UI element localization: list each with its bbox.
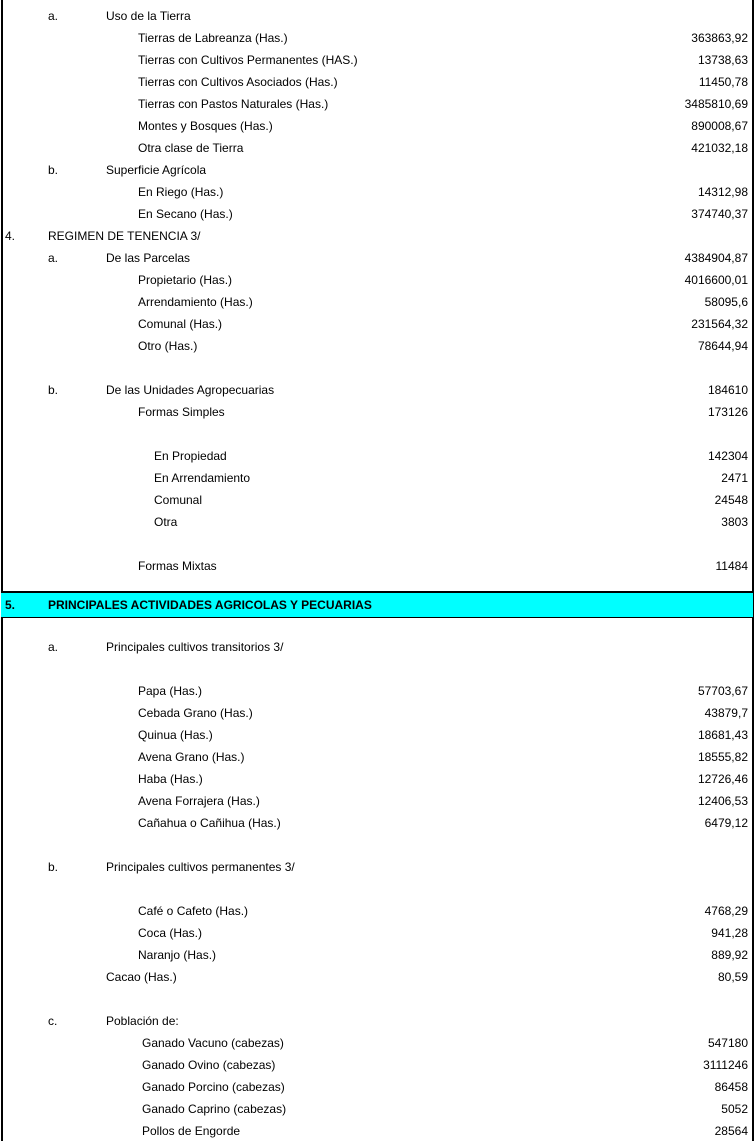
table-row — [0, 467, 756, 489]
item-letter: c. — [48, 1014, 58, 1028]
table-row — [0, 1098, 756, 1120]
table-row — [0, 702, 756, 724]
row-value: 18681,43 — [697, 728, 748, 742]
item-letter: b. — [48, 163, 59, 177]
row-value: 24548 — [714, 493, 748, 507]
row-label: Pollos de Engorde — [142, 1124, 241, 1138]
table-row — [0, 746, 756, 768]
table-row — [0, 1076, 756, 1098]
table-row — [0, 1120, 756, 1142]
table-row — [0, 93, 756, 115]
table-row — [0, 335, 756, 357]
table-row — [0, 966, 756, 988]
row-value: 18555,82 — [697, 750, 748, 764]
table-row — [0, 555, 756, 577]
section-number: 4. — [5, 229, 16, 243]
row-value: 57703,67 — [697, 684, 748, 698]
row-label: Arrendamiento (Has.) — [138, 295, 253, 309]
row-value: 58095,6 — [704, 295, 748, 309]
subsection-heading-parcelas — [0, 247, 756, 269]
row-value: 78644,94 — [697, 339, 748, 353]
row-label: En Riego (Has.) — [138, 185, 224, 199]
section-title: Uso de la Tierra — [106, 9, 191, 23]
subsection-heading-unidades — [0, 379, 756, 401]
row-value: 889,92 — [711, 948, 748, 962]
row-value: 86458 — [714, 1080, 748, 1094]
section-heading-superficie — [0, 159, 756, 181]
row-value: 4768,29 — [704, 904, 748, 918]
row-label: Otra clase de Tierra — [138, 141, 244, 155]
row-value: 12406,53 — [697, 794, 748, 808]
row-value: 11484 — [715, 559, 748, 573]
row-value: 890008,67 — [691, 119, 748, 133]
row-label: Avena Grano (Has.) — [138, 750, 245, 764]
row-value: 12726,46 — [697, 772, 748, 786]
section-heading-uso-tierra — [0, 5, 756, 27]
row-label: En Arrendamiento — [154, 471, 251, 485]
row-value: 5052 — [721, 1102, 748, 1116]
row-label: En Secano (Has.) — [138, 207, 233, 221]
row-label: Café o Cafeto (Has.) — [138, 904, 249, 918]
table-row — [0, 203, 756, 225]
row-value: 173126 — [707, 405, 748, 419]
row-value: 43879,7 — [704, 706, 748, 720]
item-letter: a. — [48, 9, 59, 23]
row-label: Comunal (Has.) — [138, 317, 223, 331]
table-row — [0, 922, 756, 944]
row-value: 421032,18 — [691, 141, 748, 155]
row-value: 4016600,01 — [684, 273, 748, 287]
row-value: 142304 — [707, 449, 748, 463]
row-value: 80,59 — [717, 970, 748, 984]
row-value: 11450,78 — [698, 75, 748, 89]
row-label: Cacao (Has.) — [106, 970, 177, 984]
row-value: 363863,92 — [691, 31, 748, 45]
row-value: 3485810,69 — [684, 97, 748, 111]
row-label: Formas Mixtas — [138, 559, 217, 573]
item-letter: a. — [48, 640, 59, 654]
row-value: 941,28 — [711, 926, 748, 940]
section-title: PRINCIPALES ACTIVIDADES AGRICOLAS Y PECUARIAS — [48, 598, 372, 612]
section-number: 5. — [5, 598, 16, 612]
row-label: Montes y Bosques (Has.) — [138, 119, 273, 133]
subsection-heading-transitorios — [0, 636, 756, 658]
table-row — [0, 768, 756, 790]
row-label: Avena Forrajera (Has.) — [138, 794, 260, 808]
table-row — [0, 511, 756, 533]
section-title: Superficie Agrícola — [106, 163, 207, 177]
table-row — [0, 401, 756, 423]
row-label: Tierras con Pastos Naturales (Has.) — [138, 97, 329, 111]
subsection-total: 184610 — [707, 383, 748, 397]
subsection-title: Principales cultivos permanentes 3/ — [106, 860, 295, 874]
row-label: Ganado Vacuno (cabezas) — [142, 1036, 284, 1050]
row-value: 28564 — [714, 1124, 748, 1138]
row-label: Coca (Has.) — [138, 926, 203, 940]
row-label: Papa (Has.) — [138, 684, 203, 698]
table-row — [0, 1032, 756, 1054]
table-row — [0, 115, 756, 137]
subsection-title: Principales cultivos transitorios 3/ — [106, 640, 284, 654]
table-row — [0, 680, 756, 702]
row-label: Formas Simples — [138, 405, 225, 419]
table-row — [0, 900, 756, 922]
row-label: Ganado Caprino (cabezas) — [142, 1102, 287, 1116]
table-row — [0, 181, 756, 203]
table-row — [0, 944, 756, 966]
section-banner-actividades — [1, 591, 753, 618]
row-label: Propietario (Has.) — [138, 273, 233, 287]
item-letter: b. — [48, 383, 59, 397]
row-label: Naranjo (Has.) — [138, 948, 217, 962]
item-letter: b. — [48, 860, 59, 874]
row-label: En Propiedad — [154, 449, 227, 463]
row-value: 3803 — [721, 515, 748, 529]
row-label: Tierras con Cultivos Asociados (Has.) — [138, 75, 338, 89]
section-heading-regimen — [0, 225, 756, 247]
table-row — [0, 269, 756, 291]
row-label: Cañahua o Cañihua (Has.) — [138, 816, 281, 830]
row-label: Quinua (Has.) — [138, 728, 213, 742]
subsection-total: 4384904,87 — [684, 251, 748, 265]
row-label: Otro (Has.) — [138, 339, 198, 353]
row-value: 13738,63 — [697, 53, 748, 67]
row-value: 3111246 — [703, 1058, 748, 1072]
subsection-title: Población de: — [106, 1014, 179, 1028]
row-value: 374740,37 — [691, 207, 748, 221]
row-value: 2471 — [721, 471, 748, 485]
section-title: REGIMEN DE TENENCIA 3/ — [48, 229, 201, 243]
table-row — [0, 1054, 756, 1076]
table-row — [0, 445, 756, 467]
table-row — [0, 27, 756, 49]
row-value: 231564,32 — [691, 317, 748, 331]
subsection-heading-permanentes — [0, 856, 756, 878]
subsection-heading-poblacion — [0, 1010, 756, 1032]
table-row — [0, 790, 756, 812]
table-row — [0, 313, 756, 335]
subsection-title: De las Unidades Agropecuarias — [106, 383, 275, 397]
table-row — [0, 291, 756, 313]
row-value: 6479,12 — [704, 816, 748, 830]
table-row — [0, 489, 756, 511]
row-label: Tierras de Labreanza (Has.) — [138, 31, 288, 45]
row-label: Ganado Ovino (cabezas) — [142, 1058, 276, 1072]
table-row — [0, 812, 756, 834]
row-label: Tierras con Cultivos Permanentes (HAS.) — [138, 53, 358, 67]
row-value: 547180 — [707, 1036, 748, 1050]
table-row — [0, 71, 756, 93]
item-letter: a. — [48, 251, 59, 265]
row-label: Haba (Has.) — [138, 772, 203, 786]
table-row — [0, 724, 756, 746]
table-row — [0, 137, 756, 159]
subsection-title: De las Parcelas — [106, 251, 191, 265]
row-label: Ganado Porcino (cabezas) — [142, 1080, 285, 1094]
row-value: 14312,98 — [697, 185, 748, 199]
table-row — [0, 49, 756, 71]
row-label: Cebada Grano (Has.) — [138, 706, 253, 720]
row-label: Otra — [154, 515, 178, 529]
row-label: Comunal — [154, 493, 203, 507]
